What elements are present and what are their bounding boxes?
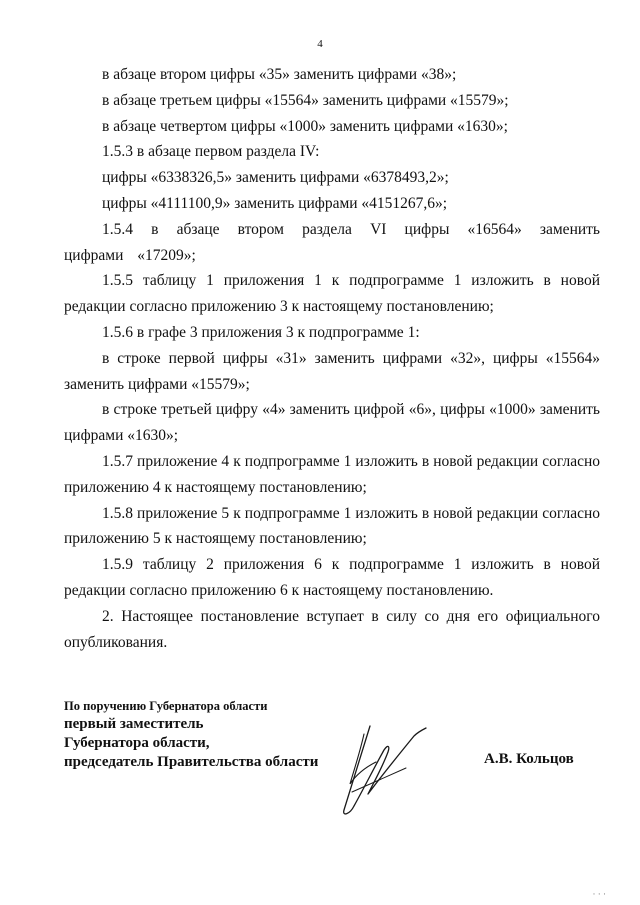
paragraph: цифры «4111100,9» заменить цифрами «4151267,6»; <box>102 194 448 212</box>
document-body <box>64 62 600 655</box>
paragraph: 1.5.6 в графе 3 приложения 3 к подпрограмме 1: <box>102 323 420 341</box>
signatory-name: А.В. Кольцов <box>484 751 574 767</box>
paragraph: 1.5.4 в абзаце втором раздела VI цифры «16564» заменить цифрами «17209»; <box>64 220 600 264</box>
signature-position-line: председатель Правительства области <box>64 754 319 770</box>
paragraph: в строке третьей цифру «4» заменить цифрой «6», цифры «1000» заменить цифрами «1630»; <box>64 401 600 445</box>
paragraph: в абзаце четвертом цифры «1000» заменить цифрами «1630»; <box>102 117 508 135</box>
paragraph: 1.5.3 в абзаце первом раздела IV: <box>102 143 320 161</box>
paragraph: в строке первой цифры «31» заменить цифрами «32», цифры «15564» заменить цифрами «15579»; <box>64 349 600 393</box>
paragraph: в абзаце третьем цифры «15564» заменить цифрами «15579»; <box>102 91 509 109</box>
paragraph: 1.5.8 приложение 5 к подпрограмме 1 изложить в новой редакции согласно приложению 5 к настоящему постановлению; <box>64 504 600 548</box>
paragraph: 2. Настоящее постановление вступает в силу со дня его официального опубликования. <box>64 607 600 651</box>
signature-position-line: Губернатора области, <box>64 735 210 751</box>
paragraph: цифры «6338326,5» заменить цифрами «6378493,2»; <box>102 169 449 187</box>
paragraph: 1.5.9 таблицу 2 приложения 6 к подпрограмме 1 изложить в новой редакции согласно приложению 6 к настоящему постановлению. <box>64 556 600 599</box>
paragraph: в абзаце втором цифры «35» заменить цифрами «38»; <box>102 66 457 83</box>
signature-by-order: По поручению Губернатора области <box>64 699 268 713</box>
page-number: 4 <box>317 38 323 50</box>
scan-mark: · · · <box>592 889 606 899</box>
signature-position-line: первый заместитель <box>64 716 204 732</box>
handwritten-signature-icon <box>330 722 440 822</box>
paragraph: 1.5.5 таблицу 1 приложения 1 к подпрограмме 1 изложить в новой редакции согласно приложению 3 к настоящему постановлению; <box>64 272 600 316</box>
paragraph: 1.5.7 приложение 4 к подпрограмме 1 изложить в новой редакции согласно приложению 4 к настоящему постановлению; <box>64 452 600 496</box>
